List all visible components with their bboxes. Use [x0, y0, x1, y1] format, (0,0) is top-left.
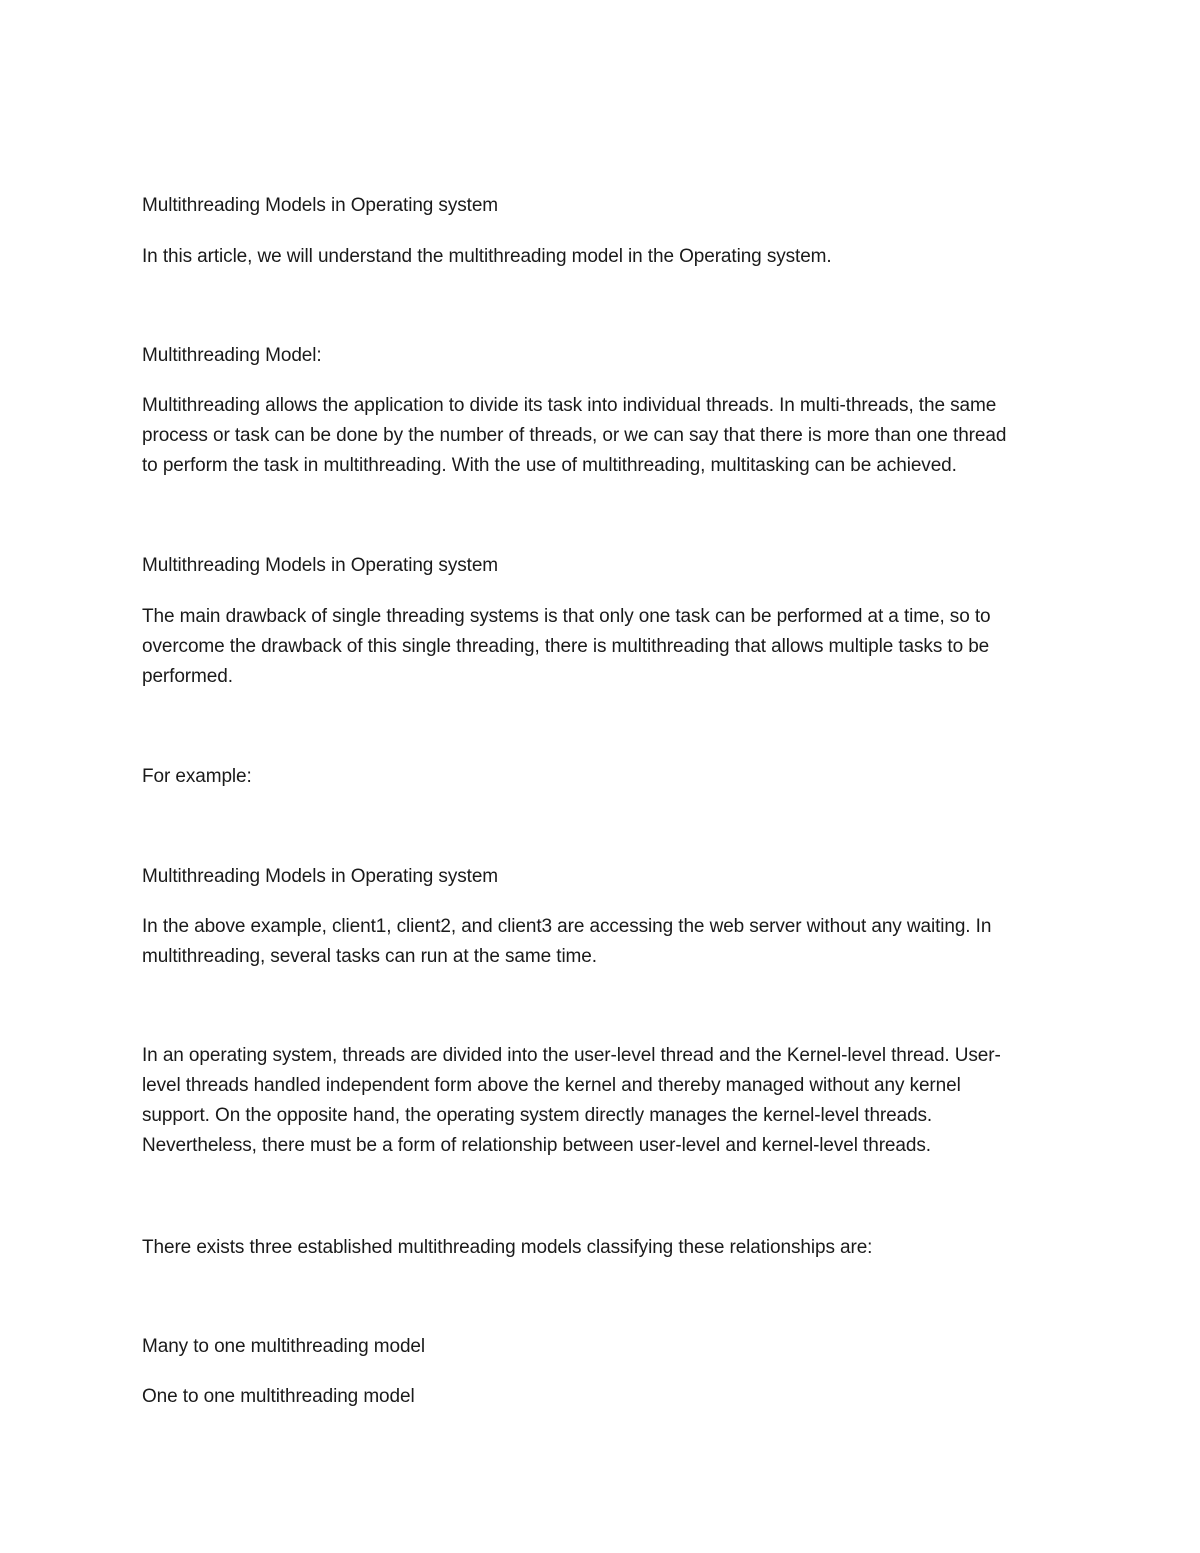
example-paragraph	[142, 912, 1062, 972]
text-line: overcome the drawback of this single threading, there is multithreading that allows multiple tasks to be	[142, 636, 990, 657]
text-line: Multithreading Models in Operating system	[142, 195, 499, 216]
list-item-one-to-one	[142, 1382, 1062, 1412]
heading-multithreading-models	[142, 191, 1062, 221]
text-line: In this article, we will understand the multithreading model in the Operating system.	[142, 246, 832, 267]
text-line: performed.	[142, 666, 233, 687]
heading-multithreading-models-3	[142, 862, 1062, 892]
heading-multithreading-model	[142, 341, 1062, 371]
list-item-many-to-one	[142, 1332, 1062, 1362]
thread-levels-paragraph	[142, 1041, 1062, 1161]
models-intro-paragraph	[142, 1233, 1062, 1263]
intro-paragraph	[142, 242, 1062, 272]
text-line: There exists three established multithreading models classifying these relationships are:	[142, 1237, 873, 1258]
text-line: Multithreading Models in Operating system	[142, 555, 499, 576]
text-line: Nevertheless, there must be a form of relationship between user-level and kernel-level threads.	[142, 1135, 931, 1156]
text-line: Multithreading Models in Operating system	[142, 866, 499, 887]
text-line: Multithreading allows the application to divide its task into individual threads. In multi-threads, the same	[142, 395, 997, 416]
for-example-label	[142, 762, 1062, 792]
heading-multithreading-models-2	[142, 551, 1062, 581]
text-line: process or task can be done by the number of threads, or we can say that there is more than one thread	[142, 425, 1007, 446]
text-line: multithreading, several tasks can run at the same time.	[142, 946, 597, 967]
text-line: For example:	[142, 766, 252, 787]
text-line: Multithreading Model:	[142, 345, 322, 366]
text-line: Many to one multithreading model	[142, 1336, 426, 1357]
text-line: support. On the opposite hand, the operating system directly manages the kernel-level threads.	[142, 1105, 933, 1126]
drawback-paragraph	[142, 602, 1062, 692]
text-line: In an operating system, threads are divided into the user-level thread and the Kernel-level thread. User-	[142, 1045, 1001, 1066]
text-line: The main drawback of single threading systems is that only one task can be performed at a time, so to	[142, 606, 991, 627]
text-line: level threads handled independent form above the kernel and thereby managed without any kernel	[142, 1075, 961, 1096]
text-line: to perform the task in multithreading. With the use of multithreading, multitasking can be achieved.	[142, 455, 957, 476]
text-line: In the above example, client1, client2, and client3 are accessing the web server without any waiting. In	[142, 916, 992, 937]
text-line: One to one multithreading model	[142, 1386, 415, 1407]
definition-paragraph	[142, 391, 1062, 481]
